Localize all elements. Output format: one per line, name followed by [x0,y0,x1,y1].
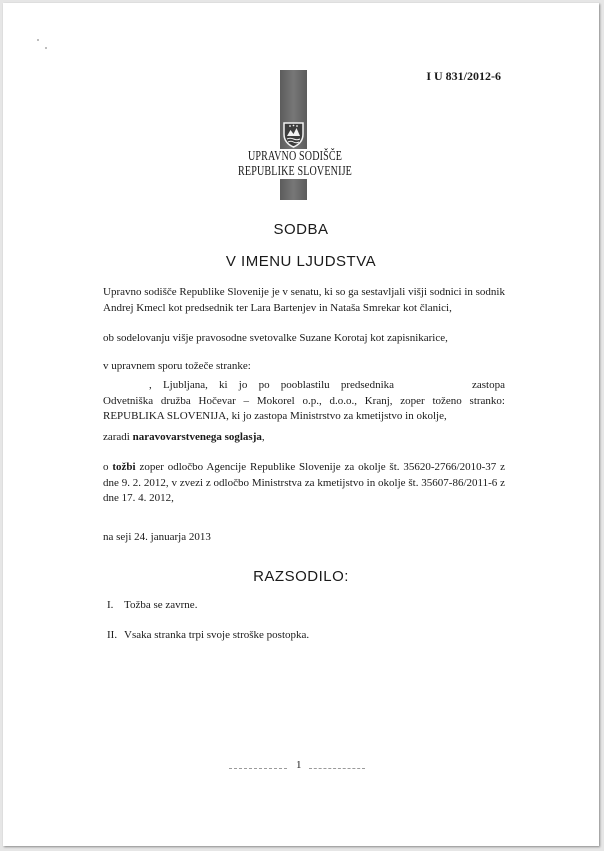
lawsuit-bold: tožbi [112,461,136,473]
subject-bold: naravovarstvenega soglasja [132,431,262,443]
judgment-title: SODBA [273,221,329,238]
case-number: I U 831/2012-6 [426,69,501,83]
ruling-item-number: I. [107,599,114,611]
court-name-line1: UPRAVNO SODIŠČE [247,149,343,164]
parties-text-part2: zastopa Odvetniška družba Hočevar – Mokorel o.p., d.o.o., Kranj, zoper toženo stranko: REPUBLIKA SLOVENIJA, ki jo zastopa Ministrstvo za kmetijstvo in okolje, [103,379,505,422]
ruling-item-number: II. [107,629,118,641]
scan-speck [37,39,39,41]
footer-line-left [229,768,287,769]
court-name [229,149,361,179]
ruling-item [107,599,197,611]
court-emblem-bar [280,70,307,200]
footer-line-right [309,768,365,769]
ruling-item [107,629,309,641]
parties-paragraph [103,378,505,425]
page-number: 1 [296,759,302,771]
dispute-intro-paragraph: v upravnem sporu tožeče stranke: [103,360,251,372]
subject-paragraph: zaradi naravovarstvenega soglasja, [103,431,265,443]
coat-of-arms-icon [283,122,304,148]
clerk-paragraph: ob sodelovanju višje pravosodne svetovalke Suzane Korotaj kot zapisnikarice, [103,332,448,344]
parties-text-part1: , Ljubljana, ki jo po pooblastilu predsednika [149,379,395,391]
ruling-heading: RAZSODILO: [253,568,349,585]
ruling-item-text: Vsaka stranka trpi svoje stroške postopka. [124,629,310,641]
in-the-name-heading: V IMENU LJUDSTVA [225,253,377,270]
session-date-paragraph: na seji 24. januarja 2013 [103,531,211,543]
court-name-line2: REPUBLIKE SLOVENIJE [238,164,352,179]
panel-composition-paragraph: Upravno sodišče Republike Slovenije je v senatu, ki so ga sestavljali višji sodnici in sodnik Andrej Kmecl kot predsednik ter Lara Bartenjev in Nataša Smrekar kot članici, [103,286,505,314]
document-page [3,3,599,846]
ruling-item-text: Tožba se zavrne. [124,599,198,611]
lawsuit-paragraph: o tožbi zoper odločbo Agencije Republike Slovenije za okolje št. 35620-2766/2010-37 z dne 9. 2. 2012, v zvezi z odločbo Ministrstva za kmetijstvo in okolje št. 35607-86/2011-6 z dne 17. 4. 2012, [103,461,505,504]
scan-speck [45,47,47,49]
